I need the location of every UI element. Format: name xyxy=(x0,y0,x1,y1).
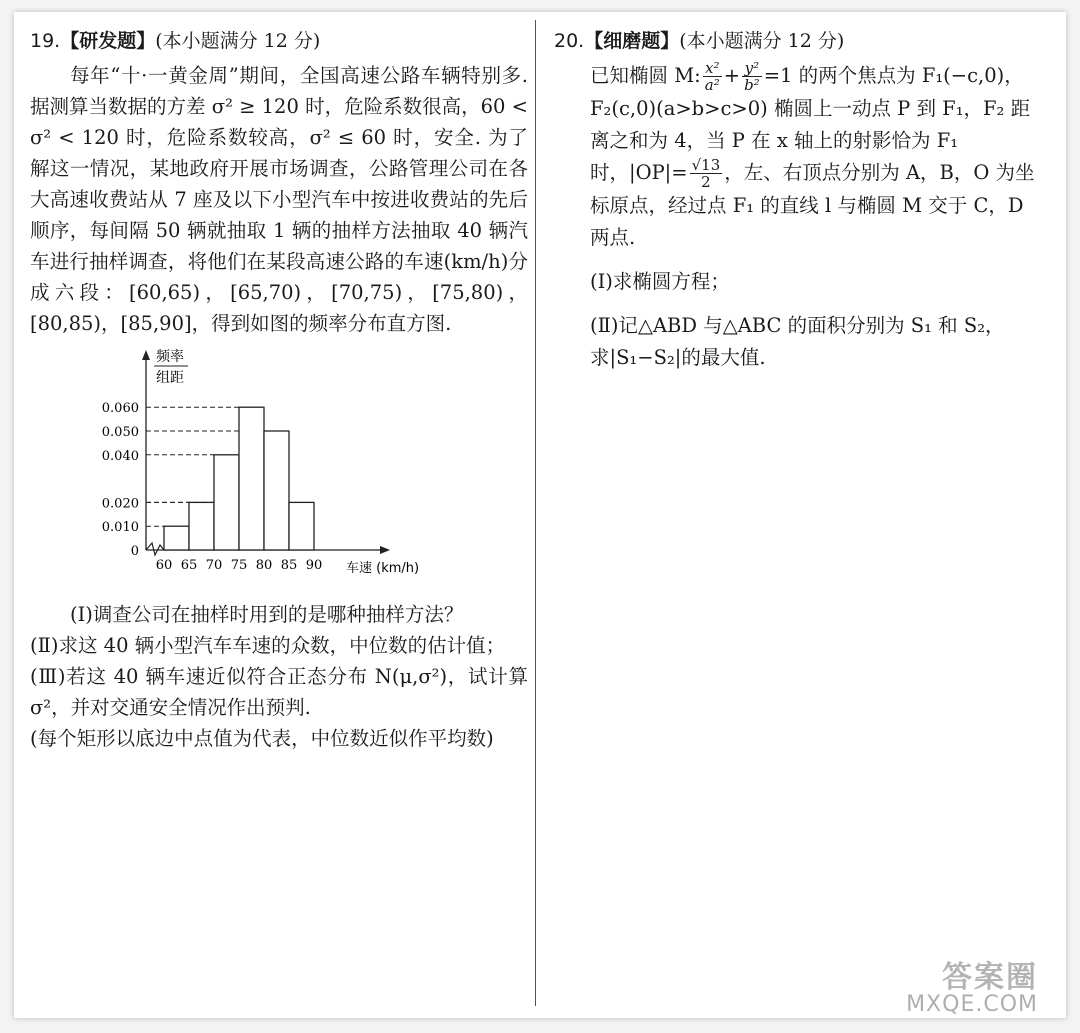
q19-part2: (Ⅱ)求这 40 辆小型汽车车速的众数，中位数的估计值； xyxy=(30,634,506,657)
y-label-top: 频率 xyxy=(156,349,184,365)
watermark xyxy=(906,952,1038,1017)
x-tick-label: 60 xyxy=(155,558,173,573)
sqrt13-over-2: $\frac{√13}{2}$ xyxy=(691,156,721,191)
y-tick-label: 0.060 xyxy=(101,401,139,417)
question-20 xyxy=(554,26,1052,386)
axis-break xyxy=(146,543,164,555)
histogram-bar xyxy=(164,526,189,550)
q20-line1a: 已知椭圆 M: xyxy=(590,64,701,87)
q20-line1b: =1 的两个焦点为 F₁(−c,0)， xyxy=(763,64,1024,87)
histogram-bar xyxy=(189,502,214,550)
q20-number: 20. xyxy=(554,30,585,52)
q20-stem: 已知椭圆 M: $\frac{\text{x²}}{\text{a²}}$ + $\frac{\text{y²}}{\text{b²}}$ =1 的两个焦点为 F₁(−c,0)， F₂(c,0)(a>b>c>0) 椭圆上一动点 P 到 F₁，F₂ 距离之和为 4，当 P 在 x 轴上的射影恰为 F₁ 时，|OP|= $\frac{√13}{2}$ ，左、右顶点分别为 A，B，O 为坐标原点，经过点 F₁ 的直线 l 与椭圆 M 交于 C，D 两点. xyxy=(590,59,1035,249)
column-divider xyxy=(535,20,536,1006)
question-19 xyxy=(30,26,528,754)
q20-tag: 【细磨题】 xyxy=(584,30,680,52)
y-tick-label: 0.020 xyxy=(101,496,139,512)
q19-number: 19. xyxy=(30,30,61,52)
q19-note: (每个矩形以底边中点值为代表，中位数近似作平均数) xyxy=(30,727,494,750)
y-tick-label: 0 xyxy=(130,544,139,559)
x-axis-arrow xyxy=(380,546,390,554)
q20-part1: (Ⅰ)求椭圆方程； xyxy=(590,270,730,293)
q20-line3b: ，左、右顶点分别为 A，B，O 为坐标原点，经过点 F₁ 的直线 l 与椭圆 M 交于 C，D 两点. xyxy=(590,161,1035,249)
exam-sheet xyxy=(14,12,1066,1018)
q20-header xyxy=(554,26,1052,57)
x2-over-a2: $\frac{\text{x²}}{\text{a²}}$ xyxy=(704,59,720,94)
x-tick-label: 65 xyxy=(180,558,198,573)
y2-over-b2: $\frac{\text{y²}}{\text{b²}}$ xyxy=(744,59,760,94)
q19-part3: (Ⅲ)若这 40 辆车速近似符合正态分布 N(μ,σ²)，试计算 σ²，并对交通安全情况作出预判. xyxy=(30,665,528,719)
q20-line2: F₂(c,0)(a>b>c>0) 椭圆上一动点 P 到 F₁，F₂ 距离之和为 4，当 P 在 x 轴上的射影恰为 F₁ 时，| xyxy=(590,97,1031,184)
x-tick-label: 70 xyxy=(205,558,223,573)
histogram-bar xyxy=(214,455,239,550)
frequency-histogram xyxy=(96,345,456,595)
watermark-logo: 答案圈 xyxy=(942,960,1038,995)
x-tick-label: 80 xyxy=(255,558,273,573)
x-axis-label: 车速 (km/h) xyxy=(346,561,420,576)
x-tick-label: 75 xyxy=(230,558,248,573)
watermark-url: MXQE.COM xyxy=(906,992,1038,1017)
histogram-bar xyxy=(289,502,314,550)
q19-tag: 【研发题】 xyxy=(60,30,156,52)
histogram-svg xyxy=(96,345,456,595)
q20-score: (本小题满分 12 分) xyxy=(679,30,845,52)
q19-header xyxy=(30,26,528,57)
y-label-bottom: 组距 xyxy=(156,370,184,386)
y-tick-label: 0.040 xyxy=(101,448,139,464)
q20-line3a: OP|= xyxy=(635,161,688,184)
y-tick-label: 0.050 xyxy=(101,425,139,440)
x-tick-label: 85 xyxy=(280,558,298,573)
y-tick-label: 0.010 xyxy=(101,520,139,536)
y-axis-arrow xyxy=(142,350,150,360)
q19-intro: 每年“十·一黄金周”期间，全国高速公路车辆特别多. 据测算当数据的方差 σ² ≥ 120 时，危险系数很高，60 < σ² < 120 时，危险系数较高，σ² ≤ 60 时，安全. 为了解这一情况，某地政府开展市场调查，公路管理公司在各大高速收费站从 7 座及以下小型汽车中按进收费站的先后顺序，每间隔 50 辆就抽取 1 辆的抽样方法抽取 40 辆汽车进行抽样调查，将他们在某段高速公路的车速(km/h)分成六段：[60,65)，[65,70)，[70,75)，[75,80)，[80,85)，[85,90]，得到如图的频率分布直方图. xyxy=(30,64,528,335)
q19-score: (本小题满分 12 分) xyxy=(155,30,321,52)
histogram-bar xyxy=(264,431,289,550)
histogram-bar xyxy=(239,407,264,550)
q20-part2: (Ⅱ)记△ABD 与△ABC 的面积分别为 S₁ 和 S₂，求|S₁−S₂|的最大值. xyxy=(590,314,1005,369)
x-tick-label: 90 xyxy=(305,558,323,573)
q20-body xyxy=(554,60,1052,374)
q19-part1: (Ⅰ)调查公司在抽样时用到的是哪种抽样方法？ xyxy=(70,603,464,626)
